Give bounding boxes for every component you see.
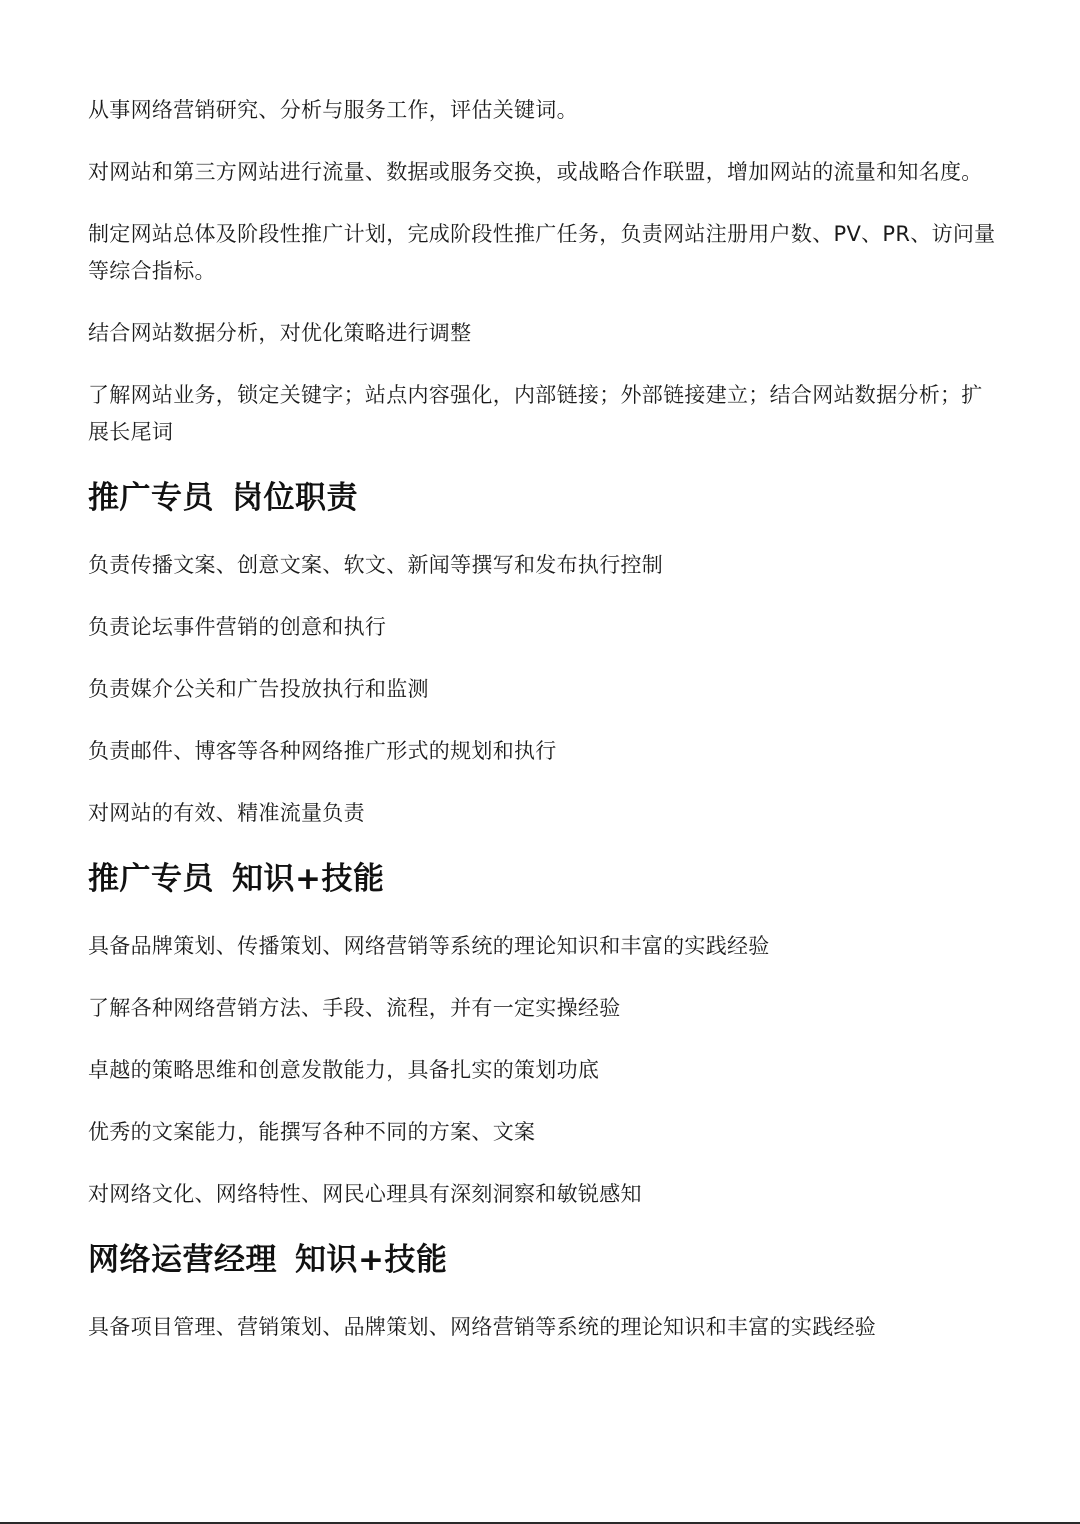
intro-paragraph: 结合网站数据分析，对优化策略进行调整 [88, 321, 472, 345]
duty-item: 负责媒介公关和广告投放执行和监测 [88, 677, 429, 701]
heading-topic: 知识+技能 [295, 1242, 448, 1278]
heading-role: 推广专员 [88, 480, 214, 516]
section-heading-promotion-skills [88, 859, 998, 899]
heading-role: 推广专员 [88, 861, 214, 897]
intro-paragraph: 对网站和第三方网站进行流量、数据或服务交换，或战略合作联盟，增加网站的流量和知名度。 [88, 160, 983, 184]
document-body [88, 92, 998, 1371]
skill-item: 卓越的策略思维和创意发散能力，具备扎实的策划功底 [88, 1058, 600, 1082]
skill-item: 对网络文化、网络特性、网民心理具有深刻洞察和敏锐感知 [88, 1182, 642, 1206]
duty-item: 负责邮件、博客等各种网络推广形式的规划和执行 [88, 739, 557, 763]
heading-topic: 岗位职责 [232, 480, 358, 516]
heading-role: 网络运营经理 [88, 1242, 277, 1278]
section-heading-promotion-duties [88, 478, 998, 518]
skill-item: 具备品牌策划、传播策划、网络营销等系统的理论知识和丰富的实践经验 [88, 934, 770, 958]
heading-topic: 知识+技能 [232, 861, 385, 897]
intro-paragraph: 了解网站业务，锁定关键字；站点内容强化，内部链接；外部链接建立；结合网站数据分析；扩展长尾词 [88, 383, 983, 444]
skill-item: 优秀的文案能力，能撰写各种不同的方案、文案 [88, 1120, 536, 1144]
intro-paragraph: 从事网络营销研究、分析与服务工作，评估关键词。 [88, 98, 578, 122]
duty-item: 对网站的有效、精准流量负责 [88, 801, 365, 825]
intro-paragraph: 制定网站总体及阶段性推广计划，完成阶段性推广任务，负责网站注册用户数、PV、PR、访问量等综合指标。 [88, 222, 996, 283]
section-heading-operations-manager-skills [88, 1240, 998, 1280]
duty-item: 负责传播文案、创意文案、软文、新闻等撰写和发布执行控制 [88, 553, 664, 577]
duty-item: 负责论坛事件营销的创意和执行 [88, 615, 387, 639]
skill-item: 了解各种网络营销方法、手段、流程，并有一定实操经验 [88, 996, 621, 1020]
skill-item: 具备项目管理、营销策划、品牌策划、网络营销等系统的理论知识和丰富的实践经验 [88, 1315, 877, 1339]
